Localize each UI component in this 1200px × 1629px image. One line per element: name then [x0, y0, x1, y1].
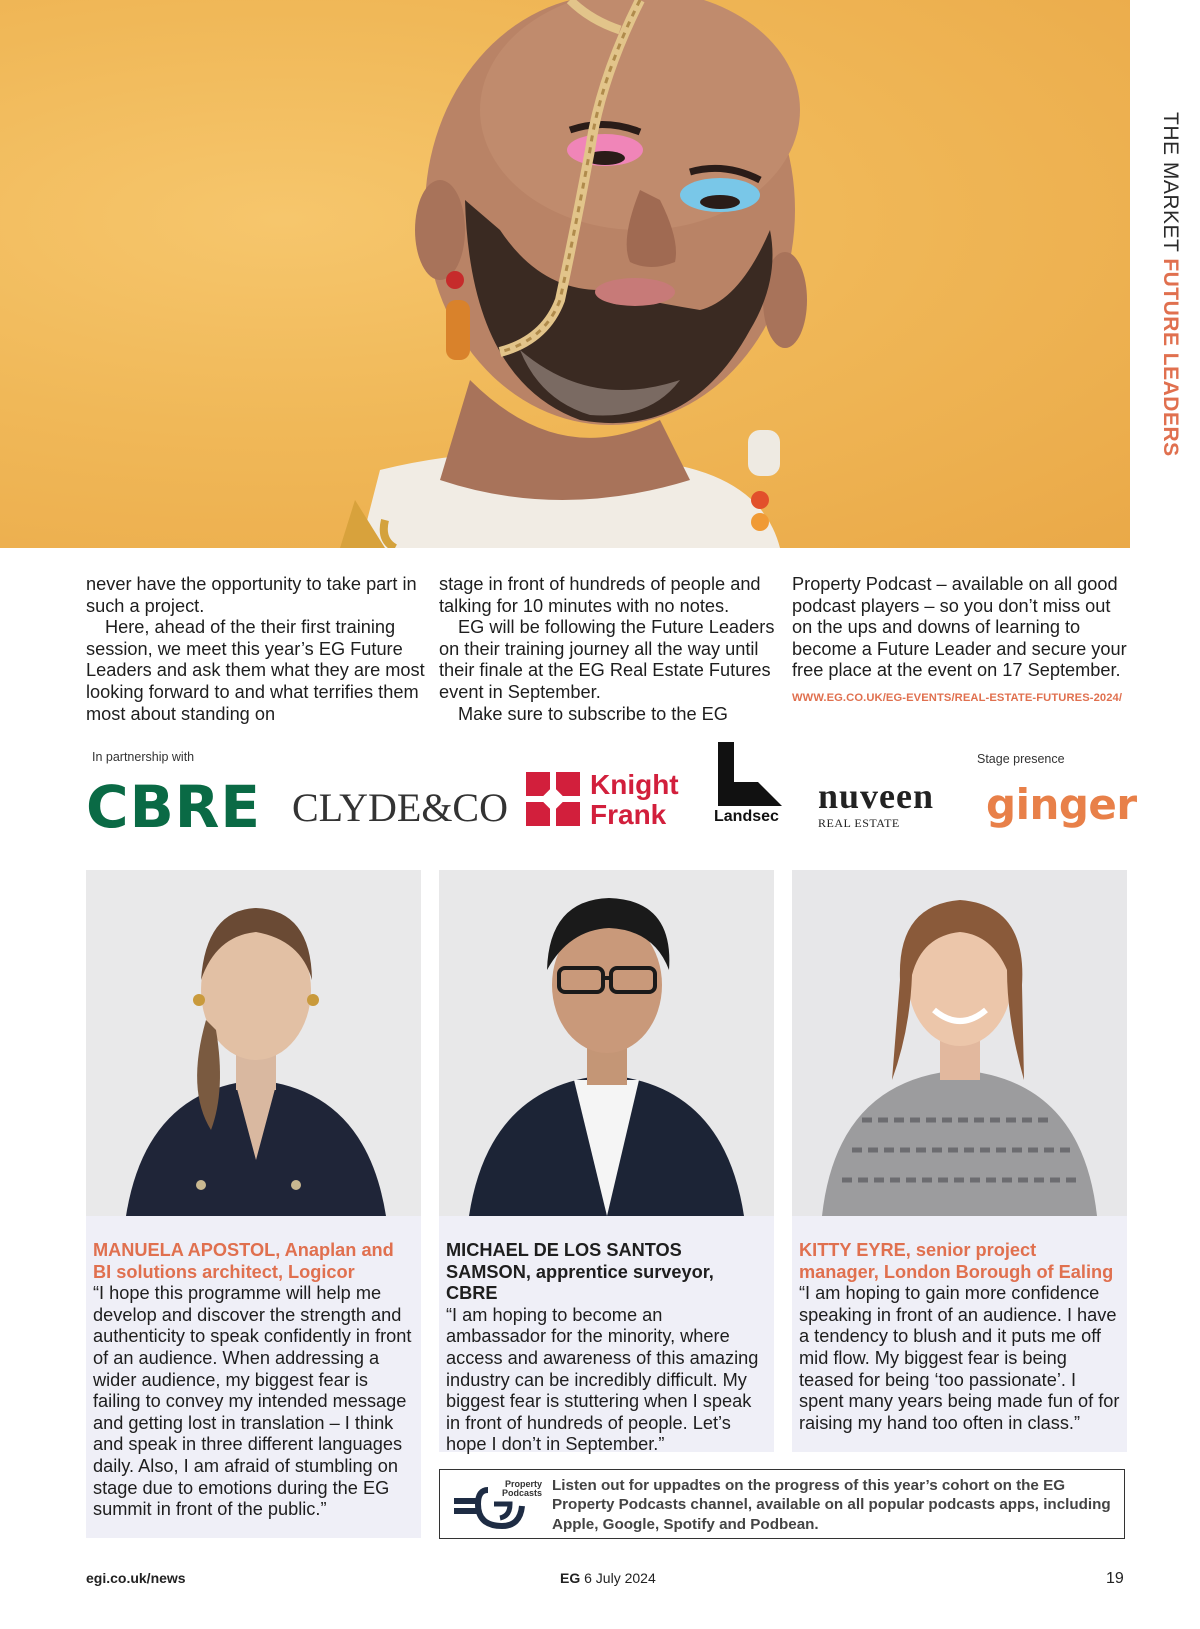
- nuveen-wordmark: nuveen: [818, 776, 935, 816]
- intro-column-2: [439, 574, 779, 725]
- portrait-illustration: [792, 870, 1127, 1216]
- profile-card-kitty: [792, 870, 1127, 1452]
- profile-card-michael: [439, 870, 774, 1455]
- profile-photo: [439, 870, 774, 1216]
- knight-frank-mark-icon: [524, 770, 584, 828]
- podcast-callout: [439, 1469, 1125, 1539]
- profile-quote: “I hope this programme will help me develop and discover the strength and authenticity to speak confidently in front of an audience. When addressing a wider audience, my biggest fear is failing to convey my intended message and getting lost in translation – I think and speak in three different languages daily. Also, I am afraid of stumbling on stage due to emotions during the EG summit in front of the public.”: [93, 1283, 412, 1520]
- profile-photo: [792, 870, 1127, 1216]
- intro-column-1: [86, 574, 426, 725]
- page-number: 19: [1106, 1570, 1124, 1587]
- clyde-and-co-logo: CLYDE&CO: [292, 785, 508, 830]
- podcast-label-1: Property: [505, 1479, 543, 1489]
- footer-website-link[interactable]: egi.co.uk/news: [86, 1570, 186, 1586]
- footer-issue-date: [560, 1570, 656, 1586]
- landsec-mark-icon: [714, 742, 794, 806]
- intro-paragraph: Make sure to subscribe to the EG: [458, 703, 728, 724]
- landsec-logo: [714, 742, 794, 832]
- eg-property-podcasts-logo: [450, 1476, 543, 1534]
- footer-date: 6 July 2024: [584, 1570, 656, 1586]
- podcast-label-2: Podcasts: [502, 1488, 543, 1498]
- knight-frank-word-2: Frank: [590, 799, 667, 830]
- profile-name: KITTY EYRE, senior project manager, London Borough of Ealing: [799, 1240, 1114, 1282]
- intro-paragraph: never have the opportunity to take part in such a project.: [86, 574, 417, 616]
- knight-frank-logo: [524, 770, 690, 830]
- intro-paragraph: Here, ahead of the their first training session, we meet this year’s EG Future Leaders and ask them what they are most looking forward to and what terrifies them most about standing on: [86, 617, 425, 724]
- intro-paragraph: Property Podcast – available on all good podcast players – so you don’t miss out on the ups and downs of learning to become a Future Leader and secure your free place at the event on 17 September.: [792, 574, 1127, 681]
- ginger-logo: ginger: [986, 780, 1137, 829]
- profile-card-manuela: [86, 870, 421, 1538]
- hero-portrait-illustration: [0, 0, 1130, 548]
- profile-name: MICHAEL DE LOS SANTOS SAMSON, apprentice surveyor, CBRE: [446, 1240, 714, 1304]
- cbre-logo: CBRE: [86, 773, 262, 841]
- event-url-link[interactable]: WWW.EG.CO.UK/EG-EVENTS/REAL-ESTATE-FUTURES-2024/: [792, 691, 1123, 704]
- hero-photo: [0, 0, 1130, 548]
- knight-frank-word-1: Knight: [590, 769, 679, 800]
- profile-name: MANUELA APOSTOL, Anaplan and BI solutions architect, Logicor: [93, 1240, 394, 1282]
- portrait-illustration: [439, 870, 774, 1216]
- portrait-illustration: [86, 870, 421, 1216]
- partnership-caption: In partnership with: [92, 750, 195, 764]
- intro-column-3: [792, 574, 1132, 710]
- podcast-callout-text: Listen out for uppadtes on the progress of this year’s cohort on the EG Property Podcasts channel, available on all popular podcasts apps, including Apple, Google, Spotify and Podbean.: [552, 1477, 1111, 1533]
- landsec-wordmark: Landsec: [714, 808, 779, 825]
- profile-quote: “I am hoping to become an ambassador for the minority, where access and awareness of this amazing industry can be incredibly difficult. My biggest fear is stuttering when I speak in front of hundreds of people. Let’s hope I don’t in September.”: [446, 1304, 759, 1455]
- nuveen-logo: [818, 778, 934, 831]
- intro-paragraph: stage in front of hundreds of people and talking for 10 minutes with no notes.: [439, 574, 761, 616]
- nuveen-subtitle: REAL ESTATE: [818, 816, 900, 830]
- profile-photo: [86, 870, 421, 1216]
- section-label-future-leaders: FUTURE LEADERS: [1159, 258, 1182, 457]
- stage-presence-caption: Stage presence: [977, 752, 1065, 766]
- intro-paragraph: EG will be following the Future Leaders on their training journey all the way until their finale at the EG Real Estate Futures event in September.: [439, 617, 775, 702]
- profile-quote: “I am hoping to gain more confidence speaking in front of an audience. I have a tendency to blush and it puts me off mid flow. My biggest fear is being teased for being ‘too passionate’. I spent many years being made fun of for raising my hand too often in class.”: [799, 1283, 1120, 1433]
- section-label: [1150, 112, 1190, 457]
- section-label-market: THE MARKET: [1159, 112, 1182, 252]
- footer-brand: EG: [560, 1570, 581, 1586]
